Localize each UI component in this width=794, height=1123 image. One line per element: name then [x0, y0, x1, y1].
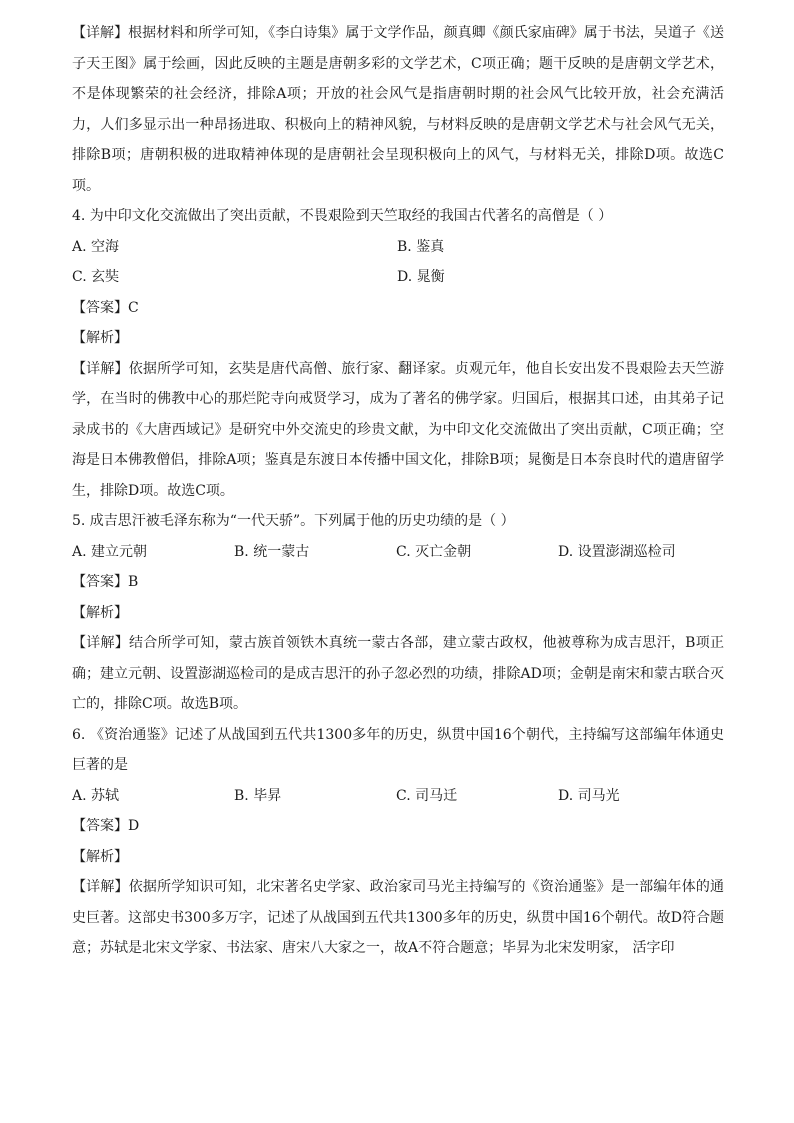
answer-q4: 【答案】C	[72, 299, 139, 316]
question-5-stem: 5. 成吉思汗被毛泽东称为“一代天骄”。下列属于他的历史功绩的是（ ）	[72, 513, 515, 529]
option-c[interactable]: C. 玄奘	[72, 269, 120, 285]
explanation-q4: 【详解】依据所学可知，玄奘是唐代高僧、旅行家、翻译家。贞观元年，他自长安出发不畏艰险去天竺游学，在当时的佛教中心的那烂陀寺向戒贤学习，成为了著名的佛学家。归国后，根据其口述，由其弟子记录成书的《大唐西域记》是研究中外交流史的珍贵文献，为中印文化交流做出了突出贡献，C项正确；空海是日本佛教僧侣，排除A项；鉴真是东渡日本传播中国文化，排除B项；晁衡是日本奈良时代的遣唐留学生，排除D项。故选C项。	[72, 360, 724, 499]
question-4-options-row-2	[72, 262, 724, 293]
option-b[interactable]: B. 毕昇	[234, 787, 282, 804]
explanation-q6: 【详解】依据所学知识可知，北宋著名史学家、政治家司马光主持编写的《资治通鉴》是一部编年体的通史巨著。这部史书300多万字，记述了从战国到五代共1300多年的历史，纵贯中国16个朝代。故D符合题意；苏轼是北宋文学家、书法家、唐宋八大家之一，故A不符合题意；毕昇为北宋发明家， 活字印	[72, 879, 724, 956]
answer-q6: 【答案】D	[72, 818, 140, 834]
option-a[interactable]: A. 建立元朝	[72, 543, 148, 560]
analysis-heading-q5: 【解析】	[72, 604, 128, 621]
analysis-heading-q6: 【解析】	[72, 848, 128, 865]
option-d[interactable]: D. 设置澎湖巡检司	[558, 543, 676, 560]
explanation-q5: 【详解】结合所学可知，蒙古族首领铁木真统一蒙古各部，建立蒙古政权，他被尊称为成吉思汗，B项正确；建立元朝、设置澎湖巡检司的是成吉思汗的孙子忽必烈的功绩，排除AD项；金朝是南宋和蒙古联合灭亡的，排除C项。故选B项。	[72, 635, 724, 712]
option-d[interactable]: D. 晁衡	[397, 269, 445, 285]
option-a[interactable]: A. 苏轼	[72, 787, 120, 804]
question-6-stem: 6. 《资治通鉴》记述了从战国到五代共1300多年的历史，纵贯中国16个朝代，主持编写这部编年体通史巨著的是	[72, 726, 724, 773]
document-content	[72, 18, 724, 964]
question-6-options-row	[72, 781, 724, 812]
option-d[interactable]: D. 司马光	[558, 787, 620, 804]
question-5-options-row	[72, 537, 724, 568]
explanation-q3: 【详解】根据材料和所学可知，《李白诗集》属于文学作品，颜真卿《颜氏家庙碑》属于书法，吴道子《送子天王图》属于绘画，因此反映的主题是唐朝多彩的文学艺术，C项正确；题干反映的是唐朝文学艺术，不是体现繁荣的社会经济，排除A项；开放的社会风气是指唐朝时期的社会风气比较开放，社会充满活力，人们多显示出一种昂扬进取、积极向上的精神风貌，与材料反映的是唐朝文学艺术与社会风气无关，排除B项；唐朝积极的进取精神体现的是唐朝社会呈现积极向上的风气，与材料无关，排除D项。故选C项。	[72, 25, 724, 194]
answer-q5: 【答案】B	[72, 574, 139, 590]
option-b[interactable]: B. 统一蒙古	[234, 543, 310, 560]
analysis-heading-q4: 【解析】	[72, 330, 128, 346]
option-b[interactable]: B. 鉴真	[397, 238, 445, 255]
option-c[interactable]: C. 司马迁	[396, 787, 458, 804]
question-4-stem: 4. 为中印文化交流做出了突出贡献，不畏艰险到天竺取经的我国古代著名的高僧是（ ）	[72, 208, 613, 224]
option-c[interactable]: C. 灭亡金朝	[396, 543, 472, 560]
option-a[interactable]: A. 空海	[72, 238, 120, 255]
question-4-options-row-1	[72, 232, 724, 263]
